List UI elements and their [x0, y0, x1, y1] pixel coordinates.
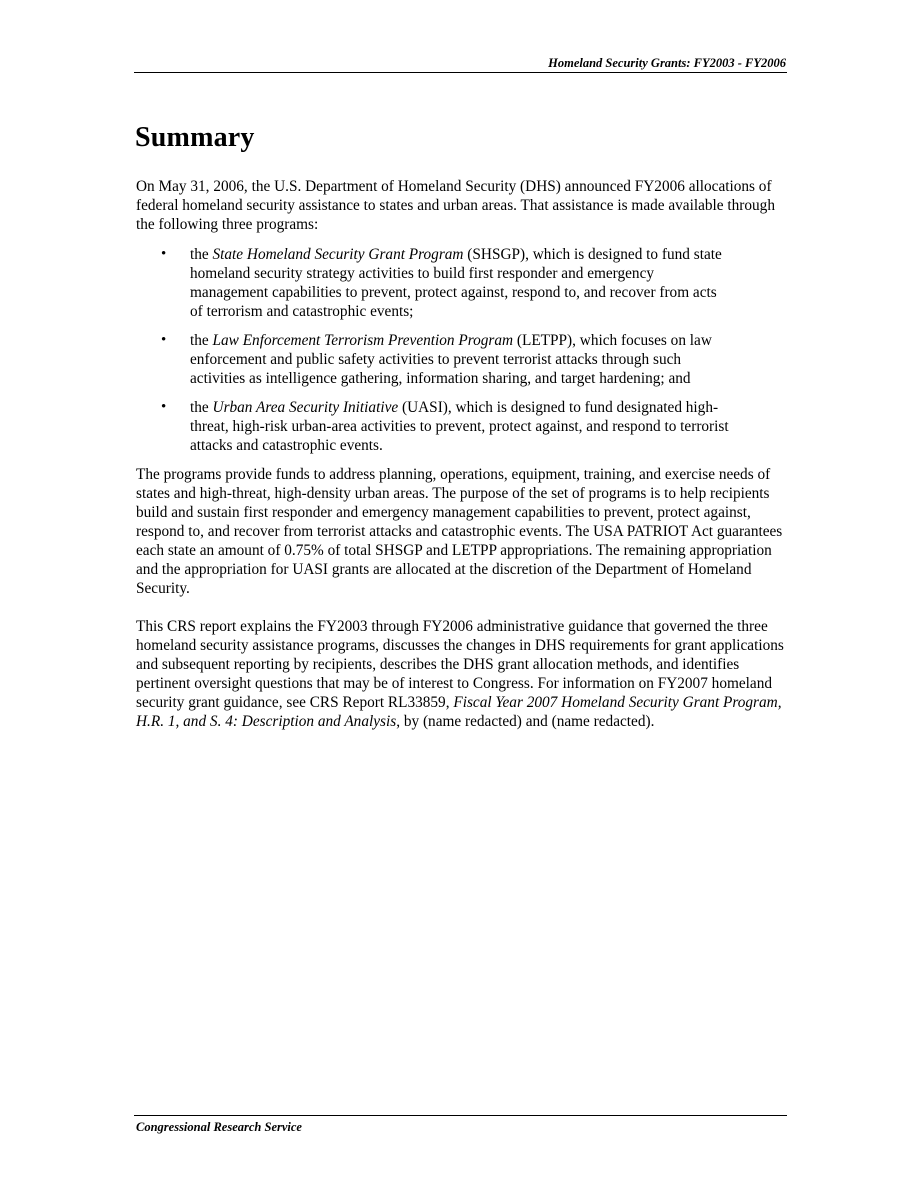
- list-item: [136, 398, 730, 455]
- header-rule: [134, 72, 787, 73]
- report-citation: Fiscal Year 2007 Homeland Security Grant Program, H.R. 1, and S. 4: Description and Analysis: [136, 694, 782, 730]
- page-title: Summary: [135, 122, 255, 153]
- intro-paragraph: On May 31, 2006, the U.S. Department of Homeland Security (DHS) announced FY2006 allocations of federal homeland security assistance to states and urban areas. That assistance is made available through the following three programs:: [136, 178, 775, 233]
- program-list: [136, 245, 788, 455]
- list-item: [136, 245, 730, 321]
- program-lead: the: [190, 246, 213, 263]
- running-footer: Congressional Research Service: [136, 1120, 302, 1134]
- program-name: Law Enforcement Terrorism Prevention Program: [212, 332, 514, 349]
- report-tail: , by (name redacted) and (name redacted).: [396, 713, 655, 730]
- programs-paragraph: The programs provide funds to address planning, operations, equipment, training, and exercise needs of states and high-threat, high-density urban areas. The purpose of the set of programs is to help recipients build and sustain first responder and emergency management capabilities to prevent, protect against, respond to, and recover from terrorist attacks and catastrophic events. The USA PATRIOT Act guarantees each state an amount of 0.75% of total SHSGP and LETPP appropriations. The remaining appropriation and the appropriation for UASI grants are allocated at the discretion of the Department of Homeland Security.: [136, 466, 783, 597]
- program-description: (LETPP), which focuses on law enforcement and public safety activities to prevent terrorist attacks through such activities as intelligence gathering, information sharing, and target hardening; and: [190, 332, 712, 387]
- running-header: Homeland Security Grants: FY2003 - FY2006: [548, 56, 786, 70]
- program-lead: the: [190, 399, 213, 416]
- summary-body: [136, 177, 788, 731]
- program-description: (SHSGP), which is designed to fund state homeland security strategy activities to build first responder and emergency management capabilities to prevent, protect against, respond to, and recover from acts of terrorism and catastrophic events;: [190, 246, 722, 320]
- program-name: Urban Area Security Initiative: [212, 399, 399, 416]
- list-item: [136, 331, 730, 388]
- program-lead: the: [190, 332, 213, 349]
- program-description: (UASI), which is designed to fund designated high-threat, high-risk urban-area activities to prevent, protect against, and respond to terrorist attacks and catastrophic events.: [190, 399, 729, 454]
- report-paragraph: [136, 617, 788, 731]
- program-name: State Homeland Security Grant Program: [212, 246, 464, 263]
- report-text: This CRS report explains the FY2003 through FY2006 administrative guidance that governed the three homeland security assistance programs, discusses the changes in DHS requirements for grant applications and subsequent reporting by recipients, describes the DHS grant allocation methods, and identifies pertinent oversight questions that may be of interest to Congress. For information on FY2007 homeland security grant guidance, see CRS Report RL33859,: [136, 618, 784, 711]
- footer-rule: [134, 1115, 787, 1116]
